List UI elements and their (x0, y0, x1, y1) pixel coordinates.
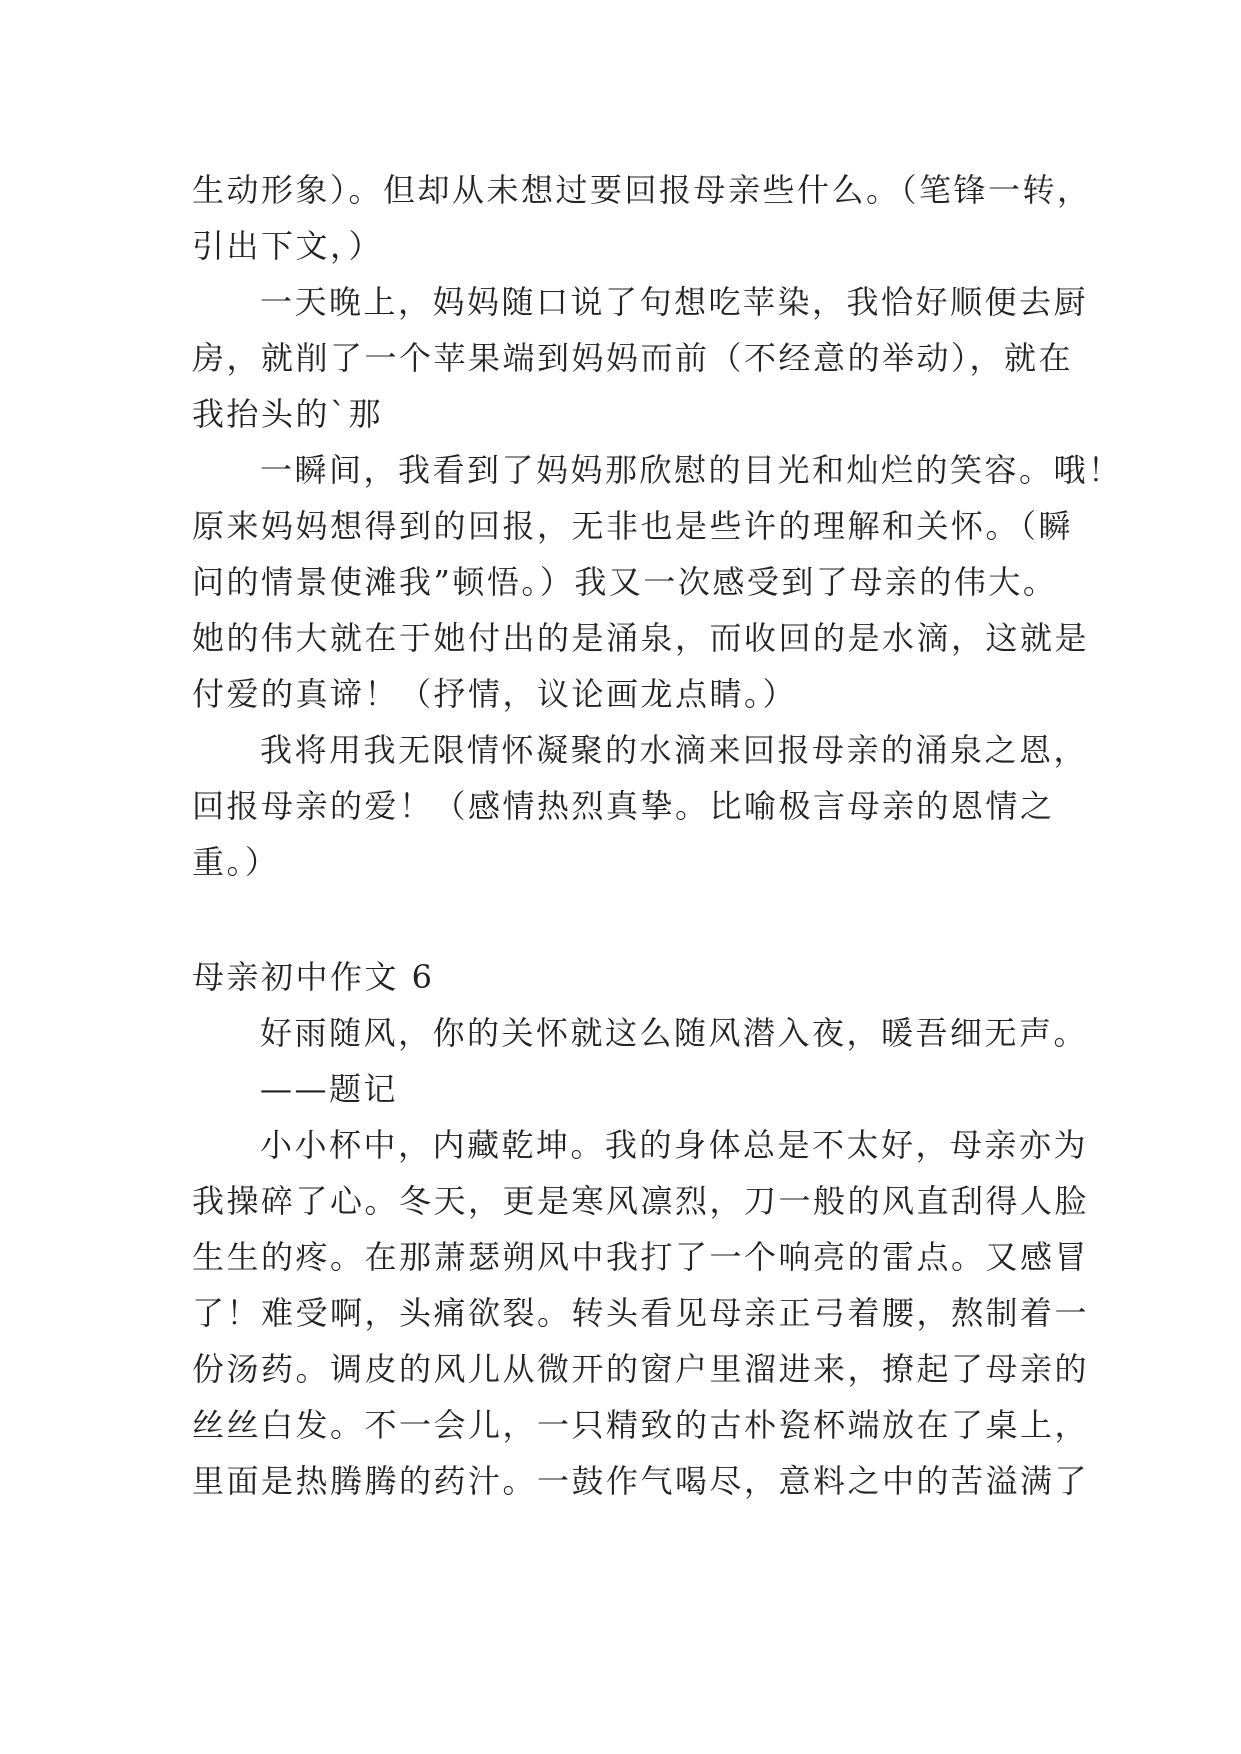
text-line: 原来妈妈想得到的回报，无非也是些许的理解和关怀。（瞬 (192, 507, 1074, 545)
text-line: 里面是热腾腾的药汁。一鼓作气喝尽，意料之中的苦溢满了 (192, 1462, 1090, 1500)
text-line: 小小杯中，内藏乾坤。我的身体总是不太好，母亲亦为 (260, 1126, 1089, 1164)
paragraph (192, 442, 1123, 722)
text-line: 引出下文，） (192, 227, 384, 265)
text-line: 了！难受啊，头痛欲裂。转头看见母亲正弓着腰，熬制着一 (192, 1294, 1090, 1332)
text-line: 丝丝白发。不一会儿，一只精致的古朴瓷杯端放在了桌上， (192, 1406, 1090, 1444)
text-line: 回报母亲的爱！（感情热烈真挚。比喻极言母亲的恩情之 (192, 787, 1055, 825)
text-line: 生动形象）。但却从未想过要回报母亲些什么。（笔锋一转， (192, 171, 1092, 209)
text-line: 我将用我无限情怀凝聚的水滴来回报母亲的涌泉之恩， (260, 731, 1089, 769)
paragraph (192, 722, 1089, 890)
paragraph (192, 162, 1092, 274)
text-line: 重。） (192, 843, 280, 881)
paragraph (192, 1117, 1090, 1509)
text-line: 份汤药。调皮的风儿从微开的窗户里溜进来，撩起了母亲的 (192, 1350, 1090, 1388)
text-line: 我操碎了心。冬天，更是寒风凛烈，刀一般的风直刮得人脸 (192, 1182, 1090, 1220)
text-line: 生生的疼。在那萧瑟朔风中我打了一个响亮的雷点。又感冒 (192, 1238, 1090, 1276)
text-line: 我抬头的`那 (192, 395, 384, 433)
section-gap (192, 890, 1062, 949)
text-line: 房，就削了一个苹果端到妈妈而前（不经意的举动），就在 (192, 339, 1074, 377)
document-page (192, 162, 1123, 1509)
text-line: 一天晚上，妈妈随口说了句想吃苹染，我恰好顺便去厨 (260, 283, 1089, 321)
paragraph (192, 274, 1089, 442)
epigraph: 好雨随风，你的关怀就这么随风潜入夜，暖吾细无声。 (260, 1014, 1089, 1052)
epigraph-credit: ——题记 (260, 1070, 399, 1108)
text-line: 问的情景使滩我”顿悟。）我又一次感受到了母亲的伟大。 (192, 563, 1058, 601)
section-title: 母亲初中作文 6 (192, 958, 435, 996)
text-line: 付爱的真谛！（抒情，议论画龙点睛。） (192, 675, 798, 713)
text-line: 一瞬间，我看到了妈妈那欣慰的目光和灿烂的笑容。哦！ (260, 451, 1123, 489)
text-line: 她的伟大就在于她付出的是涌泉，而收回的是水滴，这就是 (192, 619, 1090, 657)
